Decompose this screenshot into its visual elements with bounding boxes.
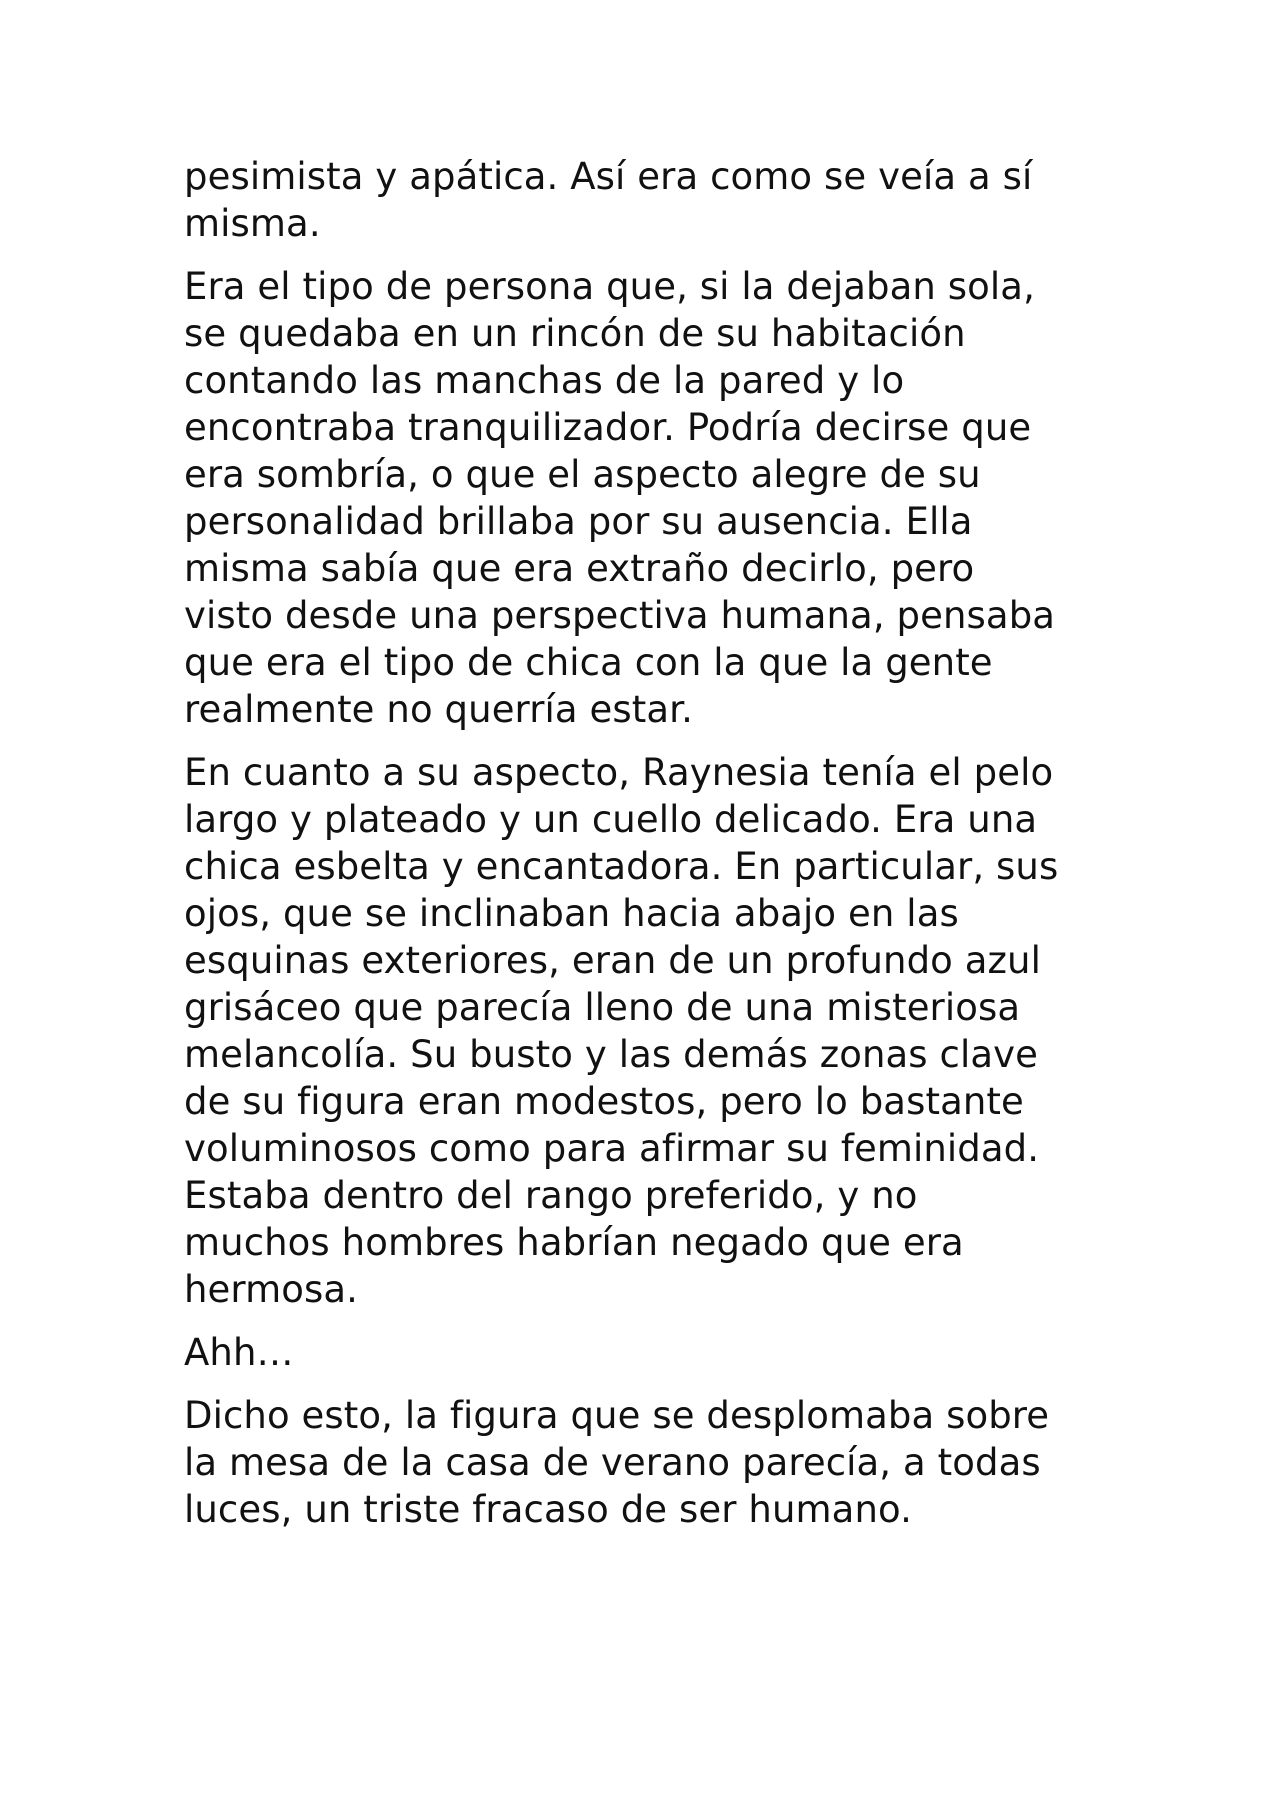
- paragraph-4: [184, 1329, 1104, 1376]
- text-line: era sombría, o que el aspecto alegre de su: [184, 453, 981, 496]
- text-line: Era el tipo de persona que, si la dejaban sola,: [184, 265, 1035, 308]
- text-line: melancolía. Su busto y las demás zonas clave: [184, 1033, 1038, 1076]
- text-line: de su figura eran modestos, pero lo bastante: [184, 1080, 1024, 1123]
- paragraph-3: [184, 749, 1104, 1313]
- text-line: contando las manchas de la pared y lo: [184, 359, 905, 402]
- text-line: personalidad brillaba por su ausencia. Ella: [184, 500, 973, 543]
- text-line: voluminosos como para afirmar su feminidad.: [184, 1127, 1040, 1170]
- text-line: En cuanto a su aspecto, Raynesia tenía el pelo: [184, 751, 1054, 794]
- paragraph-5: [184, 1392, 1104, 1533]
- text-line: muchos hombres habrían negado que era: [184, 1221, 964, 1264]
- text-line: encontraba tranquilizador. Podría decirse que: [184, 406, 1032, 449]
- text-line: grisáceo que parecía lleno de una misteriosa: [184, 986, 1021, 1029]
- text-line: misma.: [184, 202, 321, 245]
- text-line: se quedaba en un rincón de su habitación: [184, 312, 966, 355]
- text-line: realmente no querría estar.: [184, 688, 693, 731]
- text-line: Dicho esto, la figura que se desplomaba sobre: [184, 1394, 1050, 1437]
- text-line: Estaba dentro del rango preferido, y no: [184, 1174, 918, 1217]
- text-line: pesimista y apática. Así era como se veía a sí: [184, 155, 1033, 198]
- text-line: que era el tipo de chica con la que la gente: [184, 641, 993, 684]
- paragraph-1: [184, 153, 1104, 247]
- text-line: luces, un triste fracaso de ser humano.: [184, 1488, 912, 1531]
- text-line: largo y plateado y un cuello delicado. Era una: [184, 798, 1038, 841]
- text-line: Ahh…: [184, 1331, 294, 1374]
- text-line: misma sabía que era extraño decirlo, pero: [184, 547, 975, 590]
- text-line: la mesa de la casa de verano parecía, a todas: [184, 1441, 1041, 1484]
- text-line: ojos, que se inclinaban hacia abajo en las: [184, 892, 959, 935]
- text-column: [184, 153, 1104, 1549]
- text-line: hermosa.: [184, 1268, 358, 1311]
- text-line: esquinas exteriores, eran de un profundo azul: [184, 939, 1041, 982]
- text-line: visto desde una perspectiva humana, pensaba: [184, 594, 1056, 637]
- paragraph-2: [184, 263, 1104, 733]
- text-line: chica esbelta y encantadora. En particular, sus: [184, 845, 1059, 888]
